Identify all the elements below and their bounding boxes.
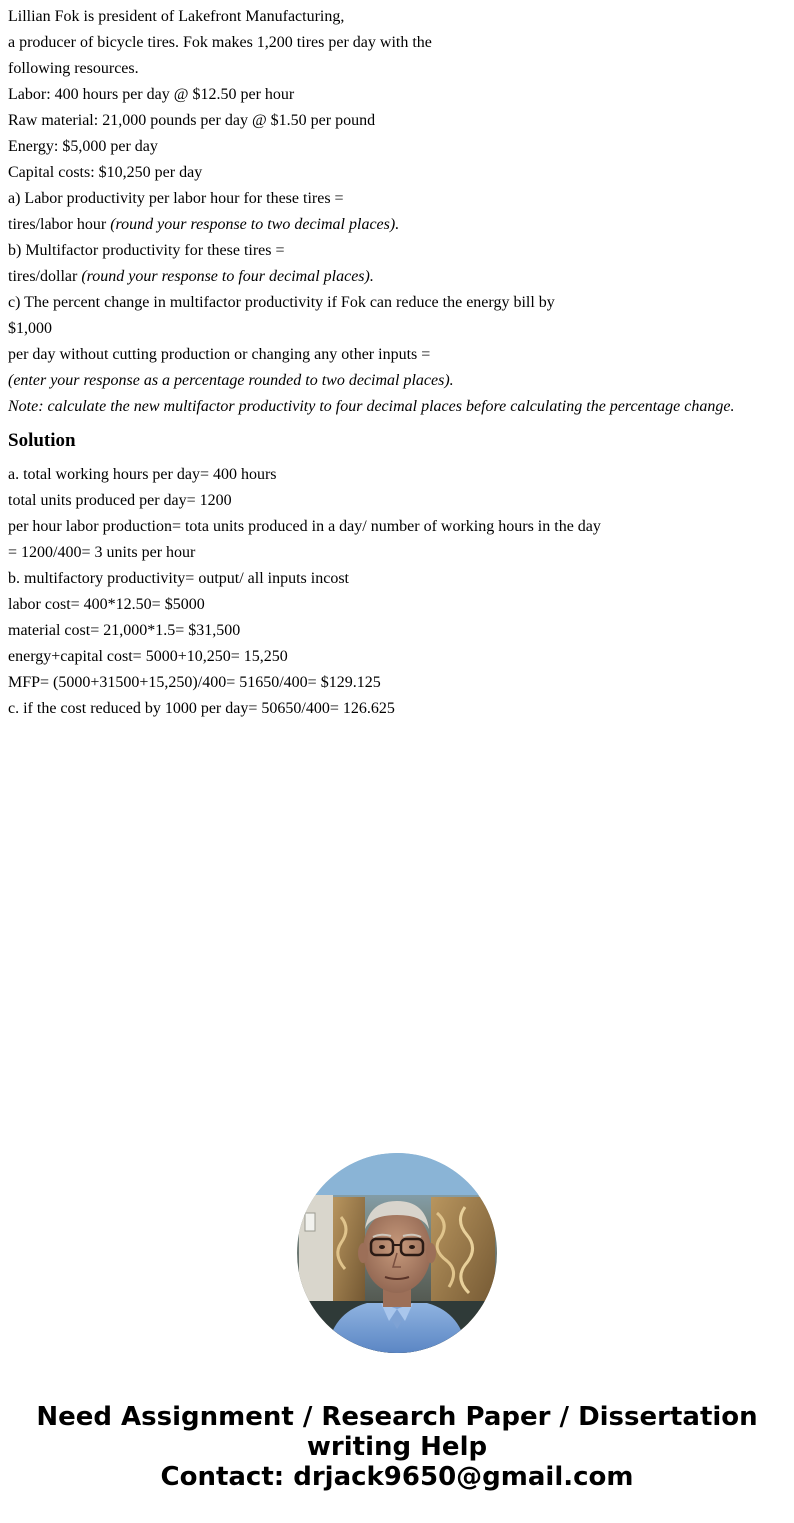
- promo-footer: [0, 1402, 794, 1492]
- solution-line: material cost= 21,000*1.5= $31,500: [8, 622, 241, 639]
- document-body: [8, 0, 786, 726]
- raw-material-resource: Raw material: 21,000 pounds per day @ $1.50 per pound: [8, 112, 376, 129]
- solution-line: a. total working hours per day= 400 hours: [8, 466, 277, 483]
- question-a: a) Labor productivity per labor hour for these tires =: [8, 190, 344, 207]
- solution-line: = 1200/400= 3 units per hour: [8, 544, 196, 561]
- question-c-rest: per day without cutting production or changing any other inputs =: [8, 346, 431, 363]
- question-b-rounding-note: (round your response to four decimal places).: [81, 268, 374, 285]
- solution-line: c. if the cost reduced by 1000 per day= 50650/400= 126.625: [8, 700, 395, 717]
- promo-footer-line-1: Need Assignment / Research Paper / Dissertation: [36, 1402, 758, 1432]
- question-b: b) Multifactor productivity for these tires =: [8, 242, 285, 259]
- solution-line: labor cost= 400*12.50= $5000: [8, 596, 205, 613]
- question-b-answer-line: [8, 268, 786, 286]
- calculation-note: Note: calculate the new multifactor productivity to four decimal places before calculating the percentage change.: [8, 398, 735, 415]
- solution-line: total units produced per day= 1200: [8, 492, 232, 509]
- author-portrait-image: [297, 1153, 497, 1353]
- solution-line: energy+capital cost= 5000+10,250= 15,250: [8, 648, 288, 665]
- capital-resource: Capital costs: $10,250 per day: [8, 164, 203, 181]
- labor-resource: Labor: 400 hours per day @ $12.50 per hour: [8, 86, 295, 103]
- promo-footer-line-2: writing Help: [306, 1432, 488, 1462]
- energy-resource: Energy: $5,000 per day: [8, 138, 158, 155]
- solution-line: per hour labor production= tota units produced in a day/ number of working hours in the day: [8, 518, 601, 535]
- problem-intro-line-1: Lillian Fok is president of Lakefront Manufacturing,: [8, 8, 345, 25]
- problem-intro-line-2: a producer of bicycle tires. Fok makes 1,200 tires per day with the: [8, 34, 432, 51]
- question-a-unit: tires/labor hour: [8, 216, 111, 233]
- solution-line: b. multifactory productivity= output/ all inputs incost: [8, 570, 349, 587]
- question-a-rounding-note: (round your response to two decimal places).: [110, 216, 400, 233]
- contact-email: Contact: drjack9650@gmail.com: [160, 1462, 634, 1492]
- solution-heading: Solution: [8, 430, 76, 451]
- question-c: c) The percent change in multifactor productivity if Fok can reduce the energy bill by: [8, 294, 555, 311]
- question-c-amount: $1,000: [8, 320, 52, 337]
- author-avatar: [297, 1153, 497, 1353]
- question-b-unit: tires/dollar: [8, 268, 82, 285]
- question-a-answer-line: [8, 216, 786, 234]
- problem-intro-line-3: following resources.: [8, 60, 139, 77]
- solution-line: MFP= (5000+31500+15,250)/400= 51650/400= $129.125: [8, 674, 381, 691]
- question-c-rounding-note: (enter your response as a percentage rounded to two decimal places).: [8, 372, 454, 389]
